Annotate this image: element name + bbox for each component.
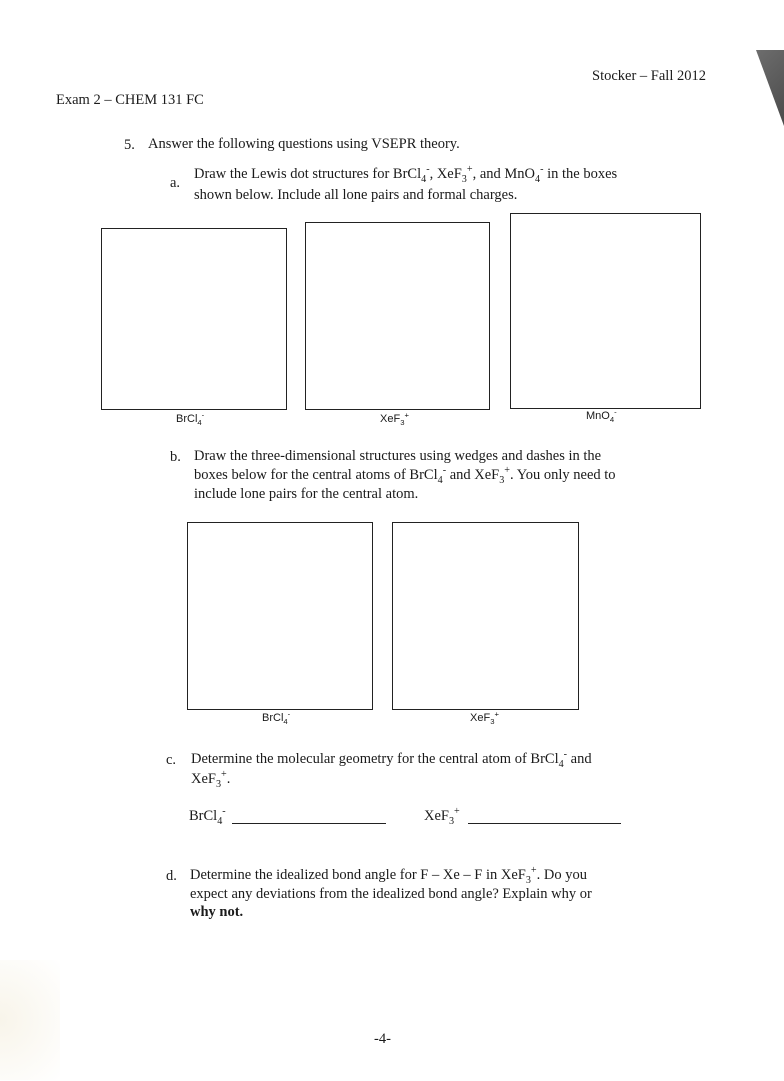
structure-box-xef3[interactable]: [392, 522, 579, 710]
part-c-letter: c.: [166, 752, 177, 768]
part-b-line1: Draw the three-dimensional structures using wedges and dashes in the: [194, 448, 602, 464]
part-a-line1: Draw the Lewis dot structures for BrCl$_4$-, XeF$_3$+, and MnO$_4$- in the boxes: [194, 164, 618, 185]
answer-label-xef3: XeF$_3$+: [424, 806, 460, 827]
part-b-letter: b.: [170, 449, 181, 465]
lewis-box-xef3[interactable]: [305, 222, 490, 410]
answer-line-xef3[interactable]: [468, 823, 621, 824]
part-d-letter: d.: [166, 868, 177, 884]
part-d-line3: why not.: [190, 904, 244, 920]
lewis-box-brcl4[interactable]: [101, 228, 287, 410]
header-author: Stocker – Fall 2012: [592, 68, 706, 84]
part-a-line2: shown below. Include all lone pairs and formal charges.: [194, 187, 518, 203]
page-number: -4-: [374, 1031, 391, 1047]
label-b-xef3: XeF$_3$+: [470, 709, 499, 727]
part-c-line2: XeF$_3$+.: [191, 769, 231, 790]
lewis-box-mno4[interactable]: [510, 213, 701, 409]
label-a-xef3: XeF$_3$+: [380, 410, 409, 428]
structure-box-brcl4[interactable]: [187, 522, 373, 710]
header-exam: Exam 2 – CHEM 131 FC: [56, 92, 204, 108]
label-a-mno4: MnO$_4$-: [586, 407, 617, 425]
question-prompt: Answer the following questions using VSEPR theory.: [148, 136, 460, 152]
label-a-brcl4: BrCl$_4$-: [176, 410, 205, 428]
answer-label-brcl4: BrCl$_4$-: [189, 806, 226, 827]
label-b-brcl4: BrCl$_4$-: [262, 709, 291, 727]
part-c-line1: Determine the molecular geometry for the central atom of BrCl$_4$- and: [191, 749, 592, 770]
part-d-line2: expect any deviations from the idealized bond angle? Explain why or: [190, 886, 592, 902]
part-b-line3: include lone pairs for the central atom.: [194, 486, 419, 502]
question-number: 5.: [124, 137, 135, 153]
answer-line-brcl4[interactable]: [232, 823, 386, 824]
part-a-letter: a.: [170, 175, 181, 191]
page-smudge: [0, 960, 60, 1080]
part-d-line1: Determine the idealized bond angle for F – Xe – F in XeF$_3$+. Do you: [190, 865, 587, 886]
part-b-line2: boxes below for the central atoms of BrCl$_4$- and XeF$_3$+. You only need to: [194, 465, 616, 486]
page-corner-tab: [756, 50, 784, 126]
